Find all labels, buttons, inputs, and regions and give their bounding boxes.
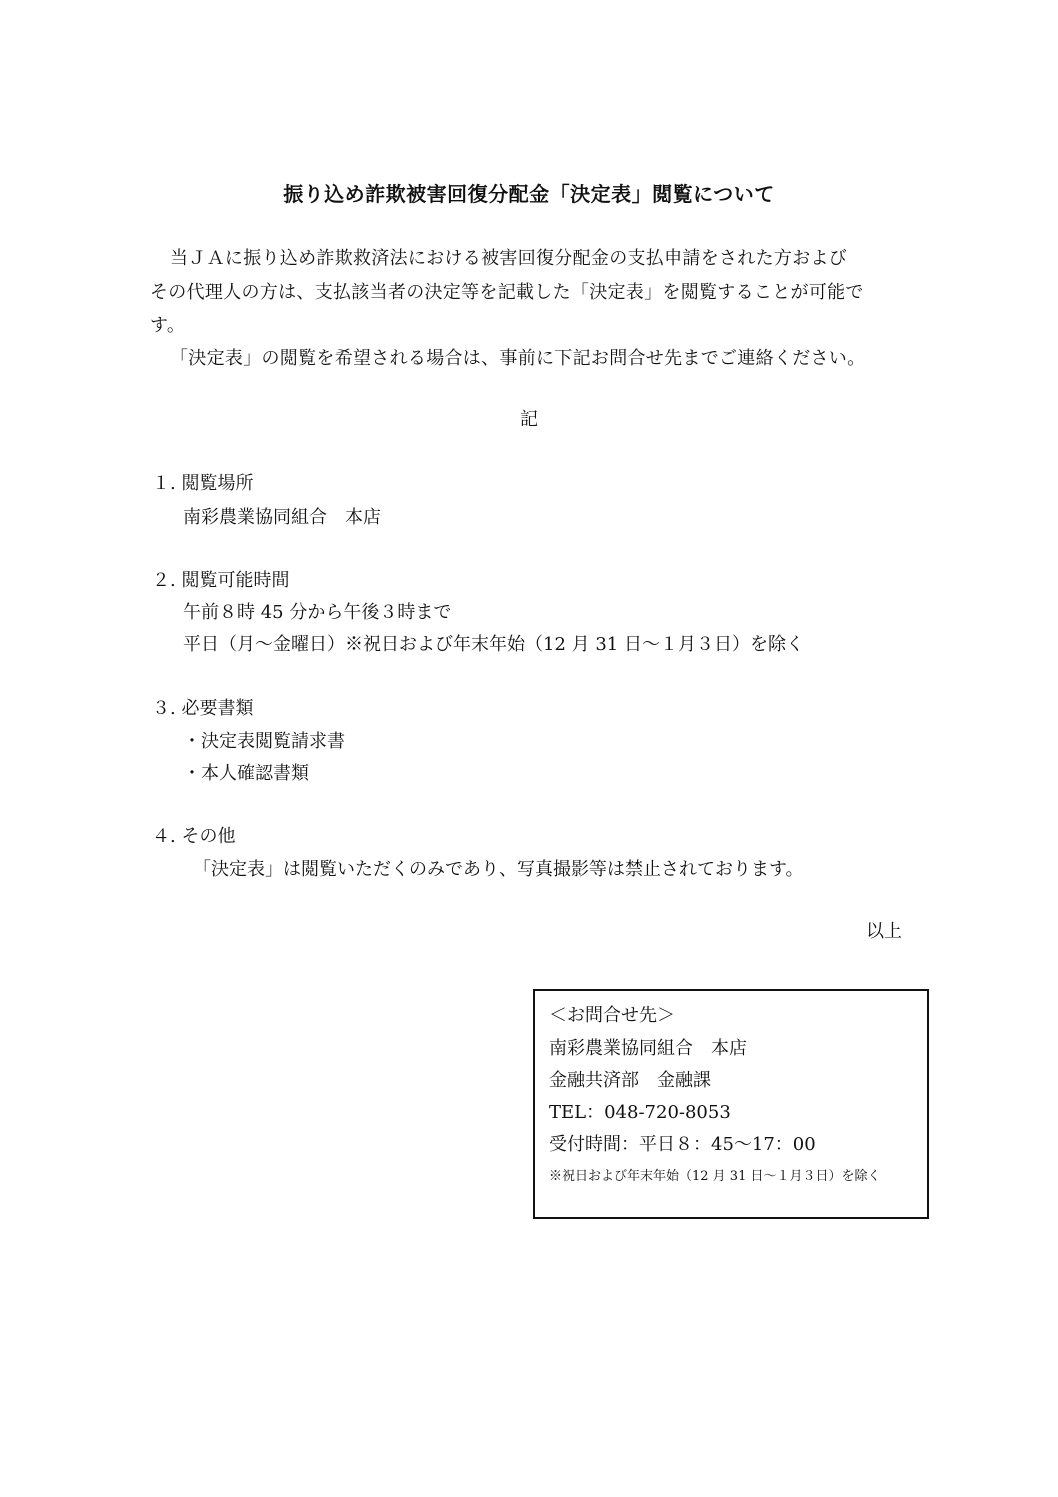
ki-mark: 記 [520, 409, 538, 430]
section-3-line-2: ・本人確認書類 [183, 763, 309, 784]
closing-ijo: 以上 [866, 921, 902, 942]
section-3-heading: ３. 必要書類 [152, 698, 254, 719]
section-4-heading: ４. その他 [152, 826, 236, 847]
contact-org: 南彩農業協同組合 本店 [549, 1038, 747, 1059]
section-4-line-1: 「決定表」は閲覧いただくのみであり、写真撮影等は禁止されております。 [193, 859, 804, 880]
intro-line-3: す。 [150, 315, 186, 336]
section-1-line-1: 南彩農業協同組合 本店 [183, 507, 381, 528]
contact-header: ＜お問合せ先＞ [549, 1005, 675, 1026]
section-2-line-2: 平日（月～金曜日）※祝日および年末年始（12 月 31 日～１月３日）を除く [183, 634, 804, 655]
section-1-heading: １. 閲覧場所 [152, 473, 254, 494]
contact-hours: 受付時間：平日８：45～17：00 [549, 1134, 816, 1155]
intro-line-2: その代理人の方は、支払該当者の決定等を記載した「決定表」を閲覧することが可能で [150, 282, 864, 303]
intro-line-4: 「決定表」の閲覧を希望される場合は、事前に下記お問合せ先までご連絡ください。 [170, 348, 866, 369]
page-title: 振り込め詐欺被害回復分配金「決定表」閲覧について [283, 182, 775, 206]
contact-dept: 金融共済部 金融課 [549, 1070, 711, 1091]
contact-tel: TEL：048-720-8053 [549, 1102, 731, 1123]
contact-box [533, 989, 929, 1219]
contact-note: ※祝日および年末年始（12 月 31 日～１月３日）を除く [549, 1169, 881, 1184]
intro-line-1: 当ＪＡに振り込め詐欺救済法における被害回復分配金の支払申請をされた方および [170, 248, 848, 269]
section-2-heading: ２. 閲覧可能時間 [152, 570, 290, 591]
section-2-line-1: 午前８時 45 分から午後３時まで [183, 602, 452, 623]
section-3-line-1: ・決定表閲覧請求書 [183, 731, 345, 752]
